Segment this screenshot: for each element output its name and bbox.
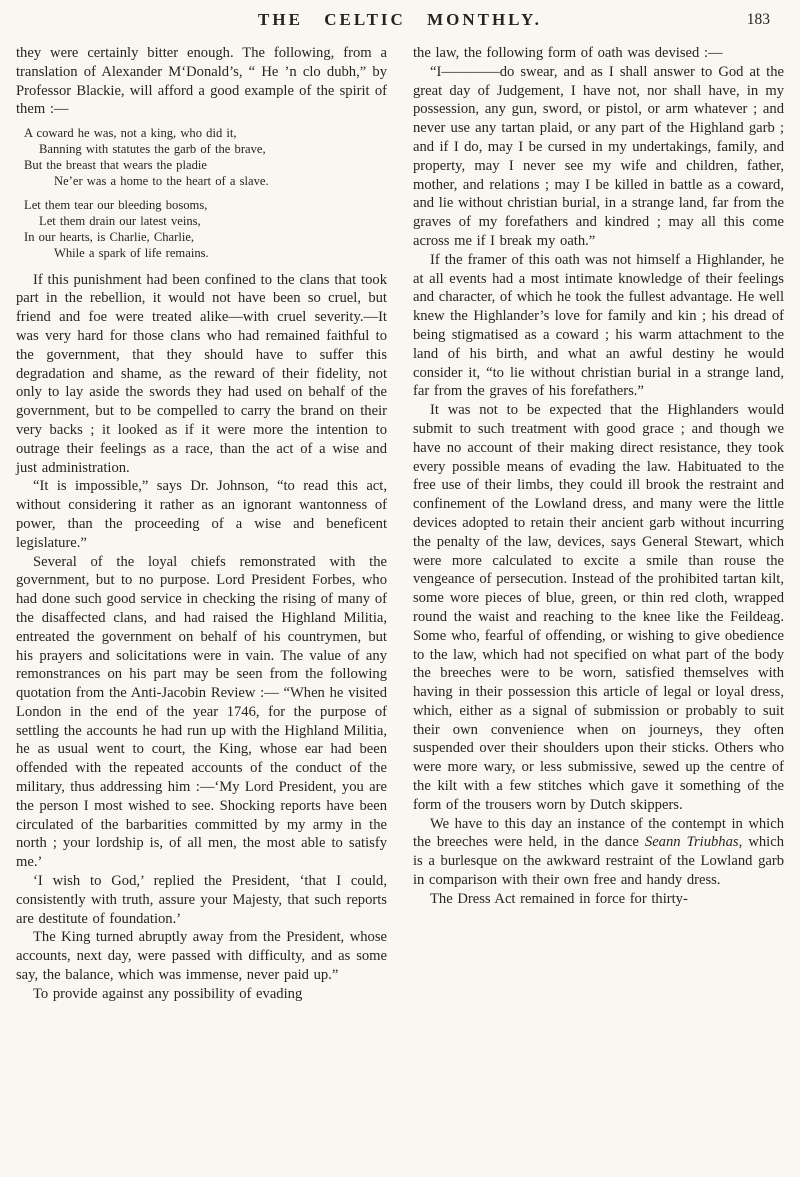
journal-title: THE CELTIC MONTHLY. — [258, 10, 542, 29]
poem-line: A coward he was, not a king, who did it, — [24, 126, 237, 141]
poem-line: Ne’er was a home to the heart of a slave. — [54, 173, 269, 188]
paragraph-oath: “I————do swear, and as I shall answer to God at the great day of Judgement, I have not, nor shall have, in my possession, any gun, sword, or pistol, or arm whatever ; and never use any tartan plaid, or any part of the Highland garb ; and if I do, may I be cursed in my undertakings, family, and property, may I never see my wife and children, father, mother, and relations ; may I be killed in battle as a coward, and lie without christian burial, in a strange land, far from the graves of my forefathers and kindred ; may all this come across me if I break my oath.” — [413, 63, 784, 249]
paragraph: “It is impossible,” says Dr. Johnson, “to read this act, without considering it rather as an ignorant wantonness of power, than the proceeding of a wise and beneficent legislature.” — [16, 478, 387, 551]
dance-title-italic: Seann Triubhas — [644, 834, 739, 851]
paragraph: To provide against any possibility of evading — [33, 985, 303, 1002]
poem-line: In our hearts, is Charlie, Charlie, — [24, 229, 195, 244]
paragraph: Several of the loyal chiefs remonstrated with the government, but to no purpose. Lord President Forbes, who had done such good service in checking the rising of many of the disaffected clans, and had raised the Highland Militia, entreated the government on behalf of his countrymen, but his prayers and solicitations were in vain. The value of any remonstrances on his part may be seen from the following quotation from the Anti-Jacobin Review :— “When he visited London in the end of the year 1746, for the purpose of settling the accounts he had run up with the Highland Militia, he as usual went to court, the King, whose ear had been offended with the repeated accounts of the conduct of the military, thus addressing him :—‘My Lord President, you are the person I most wished to see. Shocking reports have been circulated of the barbarities committed by my army in the north ; your lordship is, of all men, the most able to satisfy me.’ — [16, 553, 387, 871]
paragraph: they were certainly bitter enough. The following, from a translation of Alexander M‘Donald’s, “ He ’n clo dubh,” by Professor Blackie, will afford a good example of the spirit of them :— — [16, 45, 387, 118]
paragraph: If the framer of this oath was not himself a Highlander, he at all events had a most intimate knowledge of their feelings and character, of which he took the fullest advantage. He well knew the Highlander’s love for family and kin ; his dread of being stigmatised as a coward ; his warm attachment to the land of his birth, and what an awful destiny he would consider it, “to lie without christian burial in a strange land, far from the graves of his forefathers.” — [413, 251, 784, 400]
poem-line: Let them tear our bleeding bosoms, — [24, 198, 208, 213]
poem-line: But the breast that wears the pladie — [24, 157, 207, 172]
dance-text-post: , which is a burlesque on the awkward restraint of the Lowland garb in comparison with their own free and handy dress. — [413, 834, 785, 889]
paragraph: ‘I wish to God,’ replied the President, ‘that I could, consistently with truth, assure your Majesty, that such reports are destitute of foundation.’ — [16, 873, 387, 927]
paragraph: The King turned abruptly away from the President, whose accounts, next day, were passed with difficulty, and as some say, the balance, which was immense, never paid up.” — [16, 929, 387, 984]
right-column — [413, 44, 784, 1004]
dance-text-pre: We have to this day an instance of the contempt in which the breeches were held, in the dance — [413, 815, 784, 851]
paragraph: The Dress Act remained in force for thirty- — [430, 890, 688, 907]
poem-line: While a spark of life remains. — [54, 245, 209, 260]
poem-line: Banning with statutes the garb of the brave, — [39, 141, 266, 156]
poem-stanza — [24, 126, 387, 189]
page-header — [16, 8, 784, 34]
paragraph: It was not to be expected that the Highlanders would submit to such treatment with good grace ; and though we have no account of their making direct resistance, they took every possible means of evading the law. Habituated to the free use of their limbs, they could ill brook the restraint and confinement of the Lowland dress, and many were the little devices adopted to retain their ancient garb without incurring the penalty of the law, devices, says General Stewart, which were more calculated to excite a smile than rouse the vengeance of persecution. Instead of the prohibited tartan kilt, some wore pieces of blue, green, or thin red cloth, wrapped round the waist and reaching to the knee like the Feildeag. Some who, fearful of offending, or wishing to give obedience to the law, which had not specified on what part of the body the breeches were to be worn, satisfied themselves with having in their possession this article of legal or loyal dress, which, either as a signal of submission or probably to suit their own convenience when on journeys, they often suspended over their shoulders upon their sticks. Others who were more wary, or less submissive, sewed up the centre of the kilt with a few stitches which gave it something of the form of the trousers worn by Dutch skippers. — [413, 402, 784, 813]
text-columns — [16, 44, 784, 1004]
poem-stanza — [24, 198, 387, 261]
paragraph: If this punishment had been confined to the clans that took part in the rebellion, it would not have been so cruel, but friend and foe were treated alike—with cruel severity.—It was very hard for those clans who had remained faithful to the government, that they should have to suffer this degradation and shame, as the reward of their fidelity, not only to lay aside the swords they had used on behalf of the government, but to be compelled to carry the brand on their very backs ; it looked as if it were more the intention to outrage their feelings as a race, than the act of a wise and just administration. — [16, 271, 387, 476]
left-column — [16, 44, 387, 1004]
paragraph-dance — [413, 815, 784, 890]
paragraph: the law, the following form of oath was devised :— — [413, 45, 723, 61]
poem — [24, 126, 387, 261]
poem-line: Let them drain our latest veins, — [39, 214, 201, 229]
page-number: 183 — [746, 11, 770, 28]
